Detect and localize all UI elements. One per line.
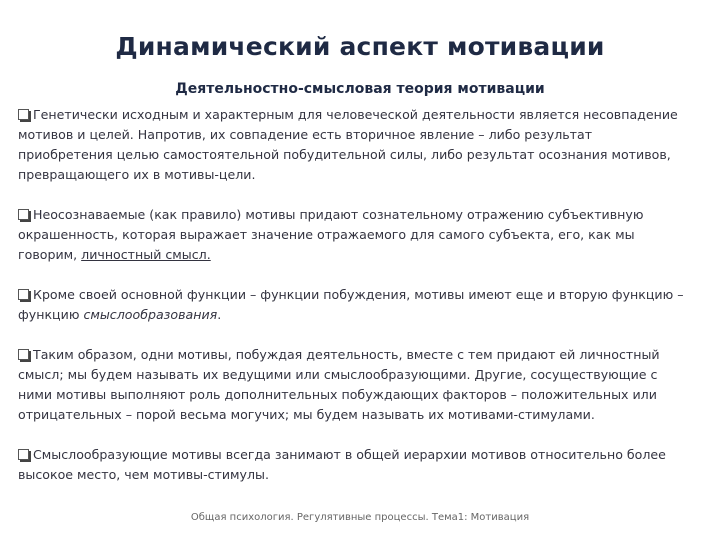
paragraph-1 <box>18 105 686 185</box>
slide-content <box>18 105 686 505</box>
paragraph-4 <box>18 345 686 425</box>
paragraph-3 <box>18 285 686 325</box>
paragraph-2 <box>18 205 686 265</box>
square-bullet-icon <box>18 349 29 360</box>
slide-subtitle: Деятельностно-смысловая теория мотивации <box>175 81 545 97</box>
slide-title: Динамический аспект мотивации <box>115 32 605 61</box>
paragraph-text: Таким образом, одни мотивы, побуждая деятельность, вместе с тем придают ей личностный смысл; мы будем называть их ведущими или смыслообразующими. Другие, сосуществующие с ними мотивы выполняют роль дополнительных побуждающих факторов – положительных или отрицательных – порой весьма могучих; мы будем называть их мотивами-стимулами. <box>18 347 660 422</box>
paragraph-text: Смыслообразующие мотивы всегда занимают в общей иерархии мотивов относительно более высокое место, чем мотивы-стимулы. <box>18 447 666 482</box>
personal-meaning-link[interactable]: личностный смысл. <box>81 247 211 262</box>
square-bullet-icon <box>18 209 29 220</box>
paragraph-text: Генетически исходным и характерным для человеческой деятельности является несовпадение мотивов и целей. Напротив, их совпадение есть вторичное явление – либо результат приобретения целью самостоятельной побудительной силы, либо результат осознания мотивов, превращающего их в мотивы-цели. <box>18 107 678 182</box>
emphasis-text: смыслообразования <box>83 307 218 322</box>
paragraph-text: Неосознаваемые (как правило) мотивы придают сознательному отражению субъективную окрашенность, которая выражает значение отражаемого для самого субъекта, его, как мы говорим, <box>18 207 644 262</box>
paragraph-5 <box>18 445 686 485</box>
slide-footer: Общая психология. Регулятивные процессы. Тема1: Мотивация <box>190 512 530 523</box>
paragraph-text-end: . <box>217 307 222 322</box>
square-bullet-icon <box>18 449 29 460</box>
square-bullet-icon <box>18 289 29 300</box>
paragraph-text: Кроме своей основной функции – функции побуждения, мотивы имеют еще и вторую функцию – функцию <box>18 287 684 322</box>
square-bullet-icon <box>18 109 29 120</box>
